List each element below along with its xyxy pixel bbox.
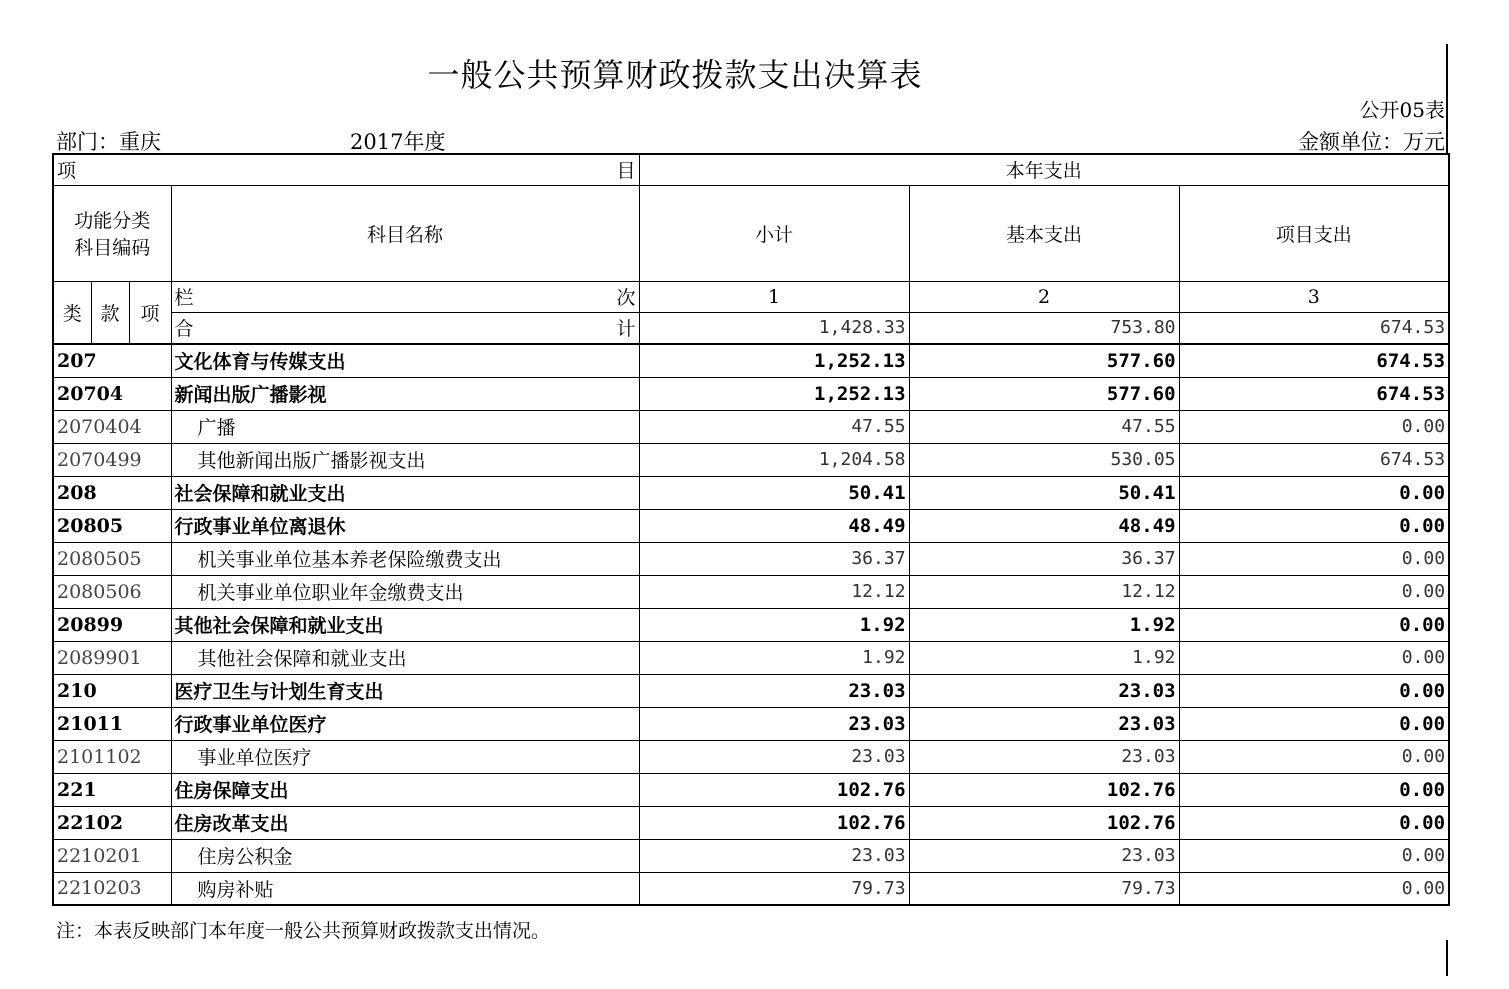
total-row [53,312,1449,344]
func-code-line2: 科目编码 [74,237,151,259]
table-row [53,377,1449,410]
row-basic: 36.37 [909,542,1179,575]
table-row [53,773,1449,806]
fiscal-year: 2017年度 [350,130,446,154]
row-code: 207 [53,344,171,377]
row-subject-name: 其他新闻出版广播影视支出 [171,443,639,476]
row-subtotal: 23.03 [639,839,909,872]
table-row [53,641,1449,674]
row-subtotal: 23.03 [639,674,909,707]
right-margin-line-bottom [1446,940,1448,976]
row-subject-name: 事业单位医疗 [171,740,639,773]
row-basic: 12.12 [909,575,1179,608]
row-subject-name: 文化体育与传媒支出 [171,344,639,377]
current-year-header: 本年支出 [639,154,1449,185]
ji-char: 计 [616,318,636,341]
row-code: 22102 [53,806,171,839]
row-project: 0.00 [1179,872,1449,905]
row-subtotal: 36.37 [639,542,909,575]
row-basic: 577.60 [909,344,1179,377]
row-basic: 1.92 [909,608,1179,641]
ci-char: 次 [616,287,636,309]
row-code: 2101102 [53,740,171,773]
row-subtotal: 1.92 [639,641,909,674]
row-basic: 48.49 [909,509,1179,542]
row-subtotal: 1.92 [639,608,909,641]
total-project: 674.53 [1179,312,1449,344]
table-row [53,740,1449,773]
row-subtotal: 23.03 [639,707,909,740]
row-subtotal: 1,252.13 [639,377,909,410]
row-subtotal: 79.73 [639,872,909,905]
lan-char: 栏 [174,287,194,309]
item-right-char: 目 [616,160,636,183]
subject-name-header: 科目名称 [171,185,639,281]
xiang-header: 项 [129,281,171,344]
total-subtotal: 1,428.33 [639,312,909,344]
row-code: 2070404 [53,410,171,443]
row-code: 210 [53,674,171,707]
row-basic: 23.03 [909,740,1179,773]
header-row-1 [53,154,1449,185]
row-subject-name: 住房保障支出 [171,773,639,806]
row-basic: 47.55 [909,410,1179,443]
row-project: 0.00 [1179,740,1449,773]
row-subject-name: 其他社会保障和就业支出 [171,608,639,641]
row-project: 674.53 [1179,377,1449,410]
row-project: 674.53 [1179,443,1449,476]
row-code: 221 [53,773,171,806]
kuan-header: 款 [91,281,129,344]
total-basic: 753.80 [909,312,1179,344]
row-basic: 23.03 [909,674,1179,707]
column-number-row [53,281,1449,312]
table-row [53,872,1449,905]
table-row [53,443,1449,476]
func-code-header [53,185,171,281]
department-label: 部门：重庆 [56,130,161,154]
row-code: 2070499 [53,443,171,476]
col-number-2: 2 [909,281,1179,312]
row-basic: 102.76 [909,806,1179,839]
row-basic: 102.76 [909,773,1179,806]
table-row [53,674,1449,707]
table-row [53,344,1449,377]
subtotal-header: 小计 [639,185,909,281]
row-subtotal: 1,252.13 [639,344,909,377]
row-code: 2080505 [53,542,171,575]
row-subject-name: 住房公积金 [171,839,639,872]
table-row [53,608,1449,641]
row-project: 0.00 [1179,806,1449,839]
row-subject-name: 住房改革支出 [171,806,639,839]
row-project: 0.00 [1179,773,1449,806]
row-code: 20805 [53,509,171,542]
lei-header: 类 [53,281,91,344]
table-row [53,707,1449,740]
lanci-cell [171,281,639,312]
row-subtotal: 23.03 [639,740,909,773]
row-code: 2210201 [53,839,171,872]
row-project: 0.00 [1179,476,1449,509]
row-basic: 79.73 [909,872,1179,905]
row-project: 0.00 [1179,839,1449,872]
row-subject-name: 机关事业单位职业年金缴费支出 [171,575,639,608]
row-subject-name: 机关事业单位基本养老保险缴费支出 [171,542,639,575]
table-row [53,410,1449,443]
row-code: 20704 [53,377,171,410]
row-project: 0.00 [1179,575,1449,608]
item-header-cell [53,154,639,185]
row-subject-name: 医疗卫生与计划生育支出 [171,674,639,707]
row-project: 674.53 [1179,344,1449,377]
header-row-2 [53,185,1449,281]
row-subtotal: 102.76 [639,773,909,806]
row-subtotal: 48.49 [639,509,909,542]
row-project: 0.00 [1179,410,1449,443]
func-code-line1: 功能分类 [74,210,151,232]
col-number-3: 3 [1179,281,1449,312]
row-subtotal: 50.41 [639,476,909,509]
row-subject-name: 行政事业单位离退休 [171,509,639,542]
row-project: 0.00 [1179,674,1449,707]
he-char: 合 [174,318,194,341]
row-subject-name: 购房补贴 [171,872,639,905]
table-row [53,509,1449,542]
row-code: 21011 [53,707,171,740]
row-subject-name: 社会保障和就业支出 [171,476,639,509]
row-code: 2210203 [53,872,171,905]
row-subject-name: 其他社会保障和就业支出 [171,641,639,674]
row-subject-name: 行政事业单位医疗 [171,707,639,740]
table-row [53,839,1449,872]
row-project: 0.00 [1179,707,1449,740]
row-project: 0.00 [1179,641,1449,674]
table-row [53,542,1449,575]
col-number-1: 1 [639,281,909,312]
row-project: 0.00 [1179,542,1449,575]
row-basic: 23.03 [909,839,1179,872]
row-basic: 530.05 [909,443,1179,476]
row-code: 2089901 [53,641,171,674]
row-subtotal: 47.55 [639,410,909,443]
item-left-char: 项 [57,160,77,183]
row-subtotal: 102.76 [639,806,909,839]
row-basic: 577.60 [909,377,1179,410]
row-subtotal: 12.12 [639,575,909,608]
row-subject-name: 广播 [171,410,639,443]
row-code: 208 [53,476,171,509]
total-label-cell [171,312,639,344]
table-row [53,575,1449,608]
row-subject-name: 新闻出版广播影视 [171,377,639,410]
expenditure-table [52,153,1450,906]
row-code: 20899 [53,608,171,641]
row-basic: 23.03 [909,707,1179,740]
row-basic: 50.41 [909,476,1179,509]
row-code: 2080506 [53,575,171,608]
row-basic: 1.92 [909,641,1179,674]
project-header: 项目支出 [1179,185,1449,281]
amount-unit: 金额单位：万元 [1298,130,1445,154]
row-subtotal: 1,204.58 [639,443,909,476]
table-row [53,806,1449,839]
row-project: 0.00 [1179,608,1449,641]
row-project: 0.00 [1179,509,1449,542]
right-margin-line [1446,44,1448,154]
basic-header: 基本支出 [909,185,1179,281]
page-title: 一般公共预算财政拨款支出决算表 [427,56,923,94]
table-note: 注：本表反映部门本年度一般公共预算财政拨款支出情况。 [56,920,551,942]
table-row [53,476,1449,509]
form-number: 公开05表 [1359,98,1445,122]
